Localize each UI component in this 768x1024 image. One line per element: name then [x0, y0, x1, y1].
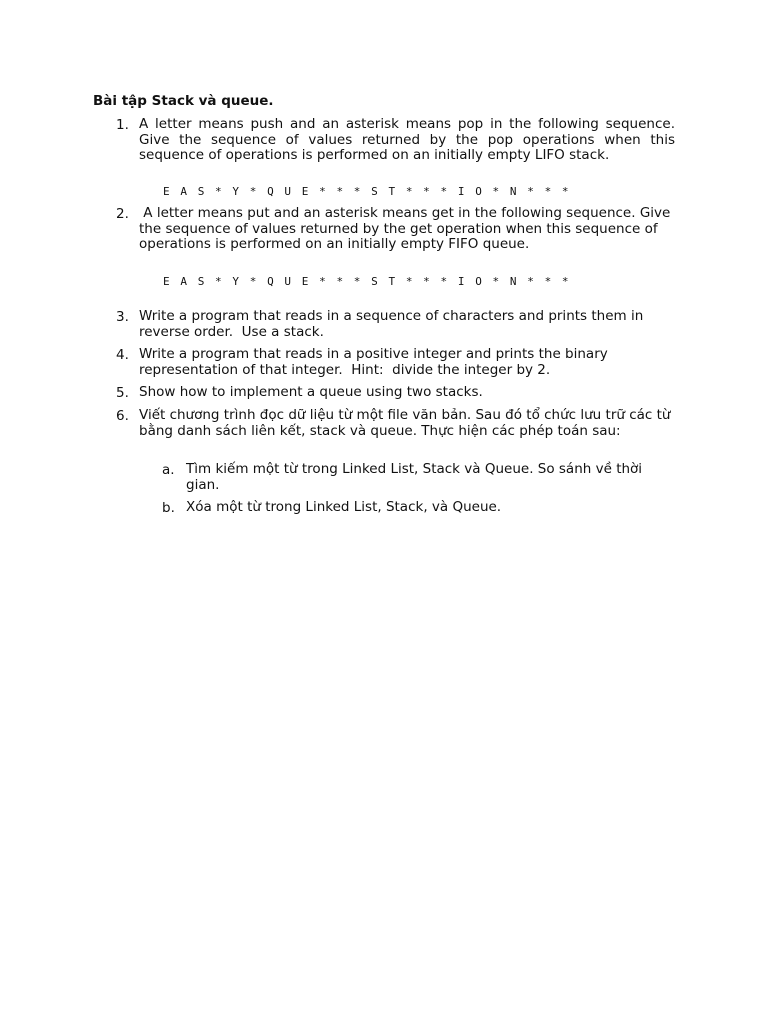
item-text: Viết chương trình đọc dữ liệu từ một file văn bản. Sau đó tổ chức lưu trữ các từ bằng danh sách liên kết, stack và queue. Thực hiện các phép toán sau: [139, 407, 671, 439]
item-text: A letter means push and an asterisk means pop in the following sequence. Give the sequence of values returned by the pop operations when this sequence of operations is performed on an initially empty LIFO stack. [139, 116, 675, 163]
item-number: 5. [116, 385, 129, 401]
subitem-text: Tìm kiếm một từ trong Linked List, Stack và Queue. So sánh về thời gian. [186, 461, 643, 493]
operation-sequence: E A S * Y * Q U E * * * S T * * * I O * N * * * [163, 185, 571, 198]
item-text: Write a program that reads in a positive integer and prints the binary representation of that integer. Hint: divide the integer by 2. [139, 346, 613, 378]
subitem-text: Xóa một từ trong Linked List, Stack, và Queue. [186, 499, 502, 515]
operation-sequence: E A S * Y * Q U E * * * S T * * * I O * N * * * [163, 275, 571, 288]
item-text: Write a program that reads in a sequence of characters and prints them in reverse order. Use a stack. [139, 308, 648, 340]
subitem-label: a. [162, 462, 175, 478]
item-number: 1. [116, 117, 129, 133]
item-text: A letter means put and an asterisk means get in the following sequence. Give the sequence of values returned by the get operation when this sequence of operations is performed on an initially empty FIFO queue. [139, 205, 675, 252]
subitem-label: b. [162, 500, 175, 516]
item-number: 3. [116, 309, 129, 325]
item-number: 6. [116, 408, 129, 424]
item-text: Show how to implement a queue using two stacks. [139, 384, 483, 400]
item-number: 2. [116, 206, 129, 222]
item-number: 4. [116, 347, 129, 363]
document-title: Bài tập Stack và queue. [93, 93, 274, 109]
